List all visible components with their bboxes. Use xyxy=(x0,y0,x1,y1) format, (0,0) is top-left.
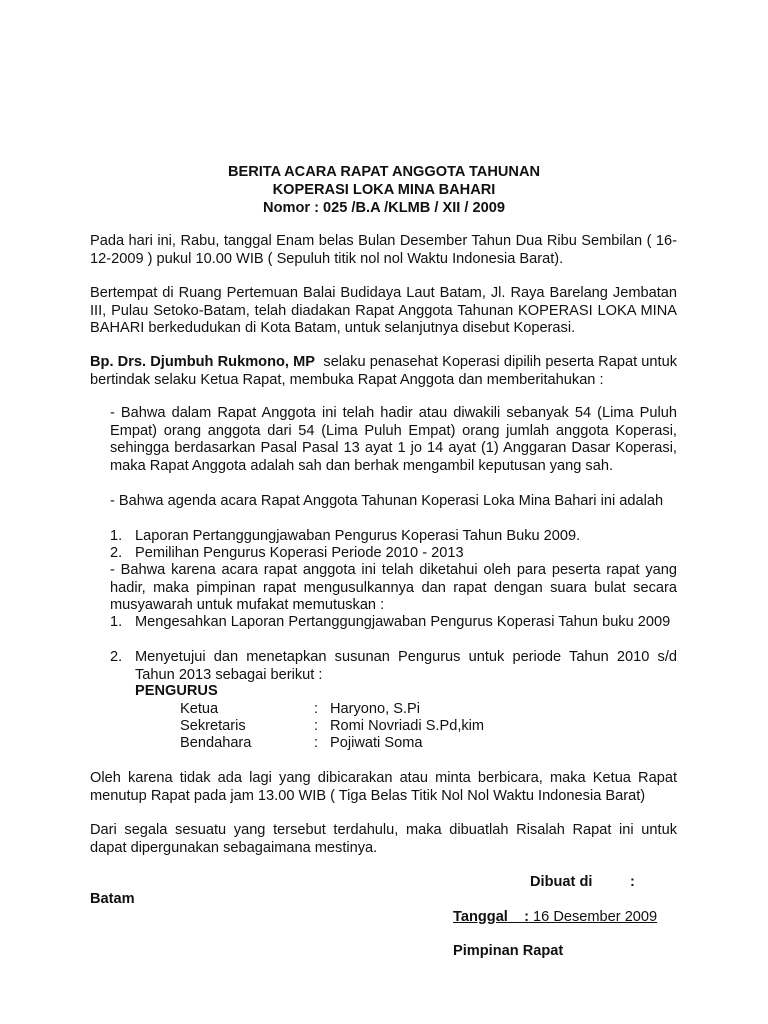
decision-text-2: Menyetujui dan menetapkan susunan Pengurus untuk periode Tahun 2010 s/d Tahun 2013 sebagai berikut : xyxy=(135,649,677,683)
final-paragraph: Dari segala sesuatu yang tersebut terdahulu, maka dibuatlah Risalah Rapat ini untuk dapat dipergunakan sebagaimana mestinya. xyxy=(90,822,677,856)
closing-paragraph: Oleh karena tidak ada lagi yang dibicarakan atau minta berbicara, maka Ketua Rapat menutup Rapat pada jam 13.00 WIB ( Tiga Belas Titik Nol Nol Waktu Indonesia Barat) xyxy=(90,770,677,804)
attendance-item: - Bahwa dalam Rapat Anggota ini telah hadir atau diwakili sebanyak 54 (Lima Puluh Empat) orang anggota dari 54 (Lima Puluh Empat) orang jumlah anggota Koperasi, sehingga berdasarkan Pasal Pasal 13 ayat 1 jo 14 ayat (1) Anggaran Dasar Koperasi, maka Rapat Anggota adalah sah dan berhak mengambil keputusan yang sah. xyxy=(110,405,677,474)
chair-name: Bp. Drs. Djumbuh Rukmono, MP xyxy=(90,354,316,370)
agenda-item: - Bahwa agenda acara Rapat Anggota Tahunan Koperasi Loka Mina Bahari ini adalah xyxy=(110,493,664,509)
role-sekretaris: Sekretaris xyxy=(180,718,246,734)
document-number: Nomor : 025 /B.A /KLMB / XII / 2009 xyxy=(263,200,505,216)
location-paragraph: Bertempat di Ruang Pertemuan Balai Budidaya Laut Batam, Jl. Raya Barelang Jembatan III, Pulau Setoko-Batam, telah diadakan Rapat Anggota Tahunan KOPERASI LOKA MINA BAHARI berkedudukan di Kota Batam, untuk selanjutnya disebut Koperasi. xyxy=(90,285,677,336)
pengurus-heading: PENGURUS xyxy=(135,683,218,699)
name-ketua: Haryono, S.Pi xyxy=(330,701,421,717)
pimpinan-label: Pimpinan Rapat xyxy=(453,943,564,959)
agenda-number-2: 2. xyxy=(110,545,123,561)
separator-ketua: : xyxy=(314,701,319,717)
decision-intro-item: - Bahwa karena acara rapat anggota ini telah diketahui oleh para peserta rapat yang hadir, maka pimpinan rapat mengusulkannya dan rapat dengan suara bulat secara musyawarah untuk mufakat memutuskan : xyxy=(110,562,677,613)
agenda-number-1: 1. xyxy=(110,528,123,544)
tanggal-label: Tanggal xyxy=(453,909,508,925)
opening-paragraph: Pada hari ini, Rabu, tanggal Enam belas Bulan Desember Tahun Dua Ribu Sembilan ( 16-12-2009 ) pukul 10.00 WIB ( Sepuluh titik nol nol Waktu Indonesia Barat). xyxy=(90,233,677,267)
place-name: Batam xyxy=(90,891,135,907)
dibuat-separator: : xyxy=(630,874,635,890)
tanggal-separator: : xyxy=(524,909,529,925)
separator-sekretaris: : xyxy=(314,718,319,734)
decision-number-2: 2. xyxy=(110,649,123,665)
document-title: BERITA ACARA RAPAT ANGGOTA TAHUNAN xyxy=(227,164,541,180)
separator-bendahara: : xyxy=(314,735,319,751)
chair-paragraph xyxy=(90,354,677,389)
role-ketua: Ketua xyxy=(180,701,219,717)
decision-text-1: Mengesahkan Laporan Pertanggungjawaban Pengurus Koperasi Tahun buku 2009 xyxy=(135,614,671,630)
name-bendahara: Pojiwati Soma xyxy=(330,735,423,751)
decision-number-1: 1. xyxy=(110,614,123,630)
tanggal-line xyxy=(453,909,657,925)
name-sekretaris: Romi Novriadi S.Pd,kim xyxy=(330,718,485,734)
tanggal-value: 16 Desember 2009 xyxy=(533,909,658,925)
document-subtitle: KOPERASI LOKA MINA BAHARI xyxy=(272,182,496,198)
dibuat-label: Dibuat di xyxy=(530,874,593,890)
agenda-text-1: Laporan Pertanggungjawaban Pengurus Koperasi Tahun Buku 2009. xyxy=(135,528,581,544)
agenda-text-2: Pemilihan Pengurus Koperasi Periode 2010 - 2013 xyxy=(135,545,464,561)
role-bendahara: Bendahara xyxy=(180,735,252,751)
chair-text: selaku penasehat Koperasi dipilih peserta Rapat untuk bertindak selaku Ketua Rapat, membuka Rapat Anggota dan memberitahukan : xyxy=(90,354,677,388)
